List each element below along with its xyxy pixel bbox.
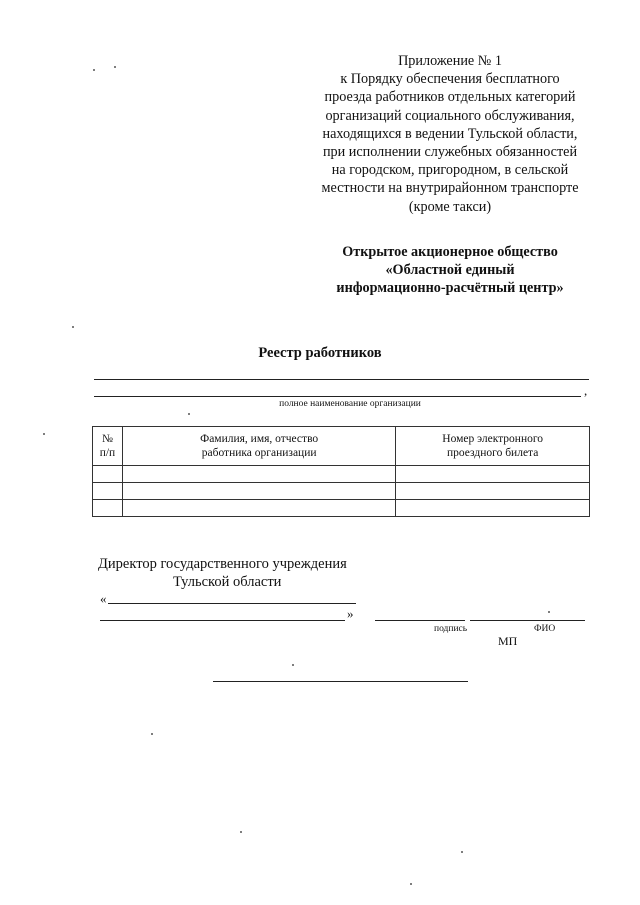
scan-speck xyxy=(410,883,412,885)
org-name-caption: полное наименование организации xyxy=(279,399,421,409)
signature-line xyxy=(375,620,465,621)
scan-speck xyxy=(72,326,74,328)
table-header-row xyxy=(93,427,590,466)
appendix-line: Приложение № 1 xyxy=(398,53,502,69)
header-text: № xyxy=(101,433,113,445)
scan-speck xyxy=(188,413,190,415)
director-name-line-1 xyxy=(108,603,356,604)
bottom-line xyxy=(213,681,468,682)
director-line: Тульской области xyxy=(173,574,282,590)
appendix-line: местности на внутрирайонном транспорте xyxy=(321,180,579,197)
appendix-header xyxy=(300,52,600,216)
header-text: работника организации xyxy=(201,447,317,459)
open-quote: « xyxy=(100,591,107,606)
appendix-line: находящихся в ведении Тульской области, xyxy=(322,125,578,142)
close-quote: » xyxy=(347,606,354,621)
organization-line: «Областной единый xyxy=(385,262,515,278)
table-row xyxy=(93,466,590,483)
trailing-comma: , xyxy=(584,383,588,398)
full-name-caption: ФИО xyxy=(534,624,556,634)
scan-speck xyxy=(93,69,95,71)
signature-caption: подпись xyxy=(434,624,468,634)
scan-speck xyxy=(43,433,45,435)
scan-speck xyxy=(461,851,463,853)
scan-speck xyxy=(114,66,116,68)
organization-name xyxy=(300,243,600,297)
column-header-number xyxy=(93,427,123,466)
scan-speck xyxy=(240,831,242,833)
table-cell xyxy=(122,483,395,500)
table-cell xyxy=(122,500,395,517)
header-text: проездного билета xyxy=(447,447,539,459)
header-text: Фамилия, имя, отчество xyxy=(200,433,319,445)
scan-speck xyxy=(292,664,294,666)
director-name-line-2 xyxy=(100,620,345,621)
header-text: п/п xyxy=(99,447,116,459)
director-line: Директор государственного учреждения xyxy=(98,556,347,572)
org-name-line-2 xyxy=(94,396,581,397)
scan-speck xyxy=(548,611,550,613)
appendix-line: к Порядку обеспечения бесплатного xyxy=(340,71,560,88)
org-name-line-1 xyxy=(94,379,589,380)
table-cell xyxy=(396,500,590,517)
table-cell xyxy=(396,483,590,500)
director-title xyxy=(98,555,347,591)
organization-line: информационно-расчётный центр» xyxy=(336,280,564,296)
workers-table xyxy=(92,426,590,517)
full-name-line xyxy=(470,620,585,621)
organization-line: Открытое акционерное общество xyxy=(342,244,558,260)
table-cell xyxy=(93,466,123,483)
appendix-line: при исполнении служебных обязанностей xyxy=(322,144,578,161)
scan-speck xyxy=(151,733,153,735)
table-cell xyxy=(396,466,590,483)
registry-title: Реестр работников xyxy=(258,345,382,361)
appendix-line: проезда работников отдельных категорий xyxy=(324,89,576,106)
column-header-full-name xyxy=(122,427,395,466)
appendix-line: организаций социального обслуживания, xyxy=(325,107,575,124)
stamp-place: МП xyxy=(498,634,518,648)
appendix-line: (кроме такси) xyxy=(408,198,492,215)
table-cell xyxy=(93,500,123,517)
column-header-ticket-number xyxy=(396,427,590,466)
table-cell xyxy=(93,483,123,500)
header-text: Номер электронного xyxy=(442,433,544,445)
table-cell xyxy=(122,466,395,483)
appendix-line: на городском, пригородном, в сельской xyxy=(331,162,569,179)
table-row xyxy=(93,500,590,517)
table-row xyxy=(93,483,590,500)
